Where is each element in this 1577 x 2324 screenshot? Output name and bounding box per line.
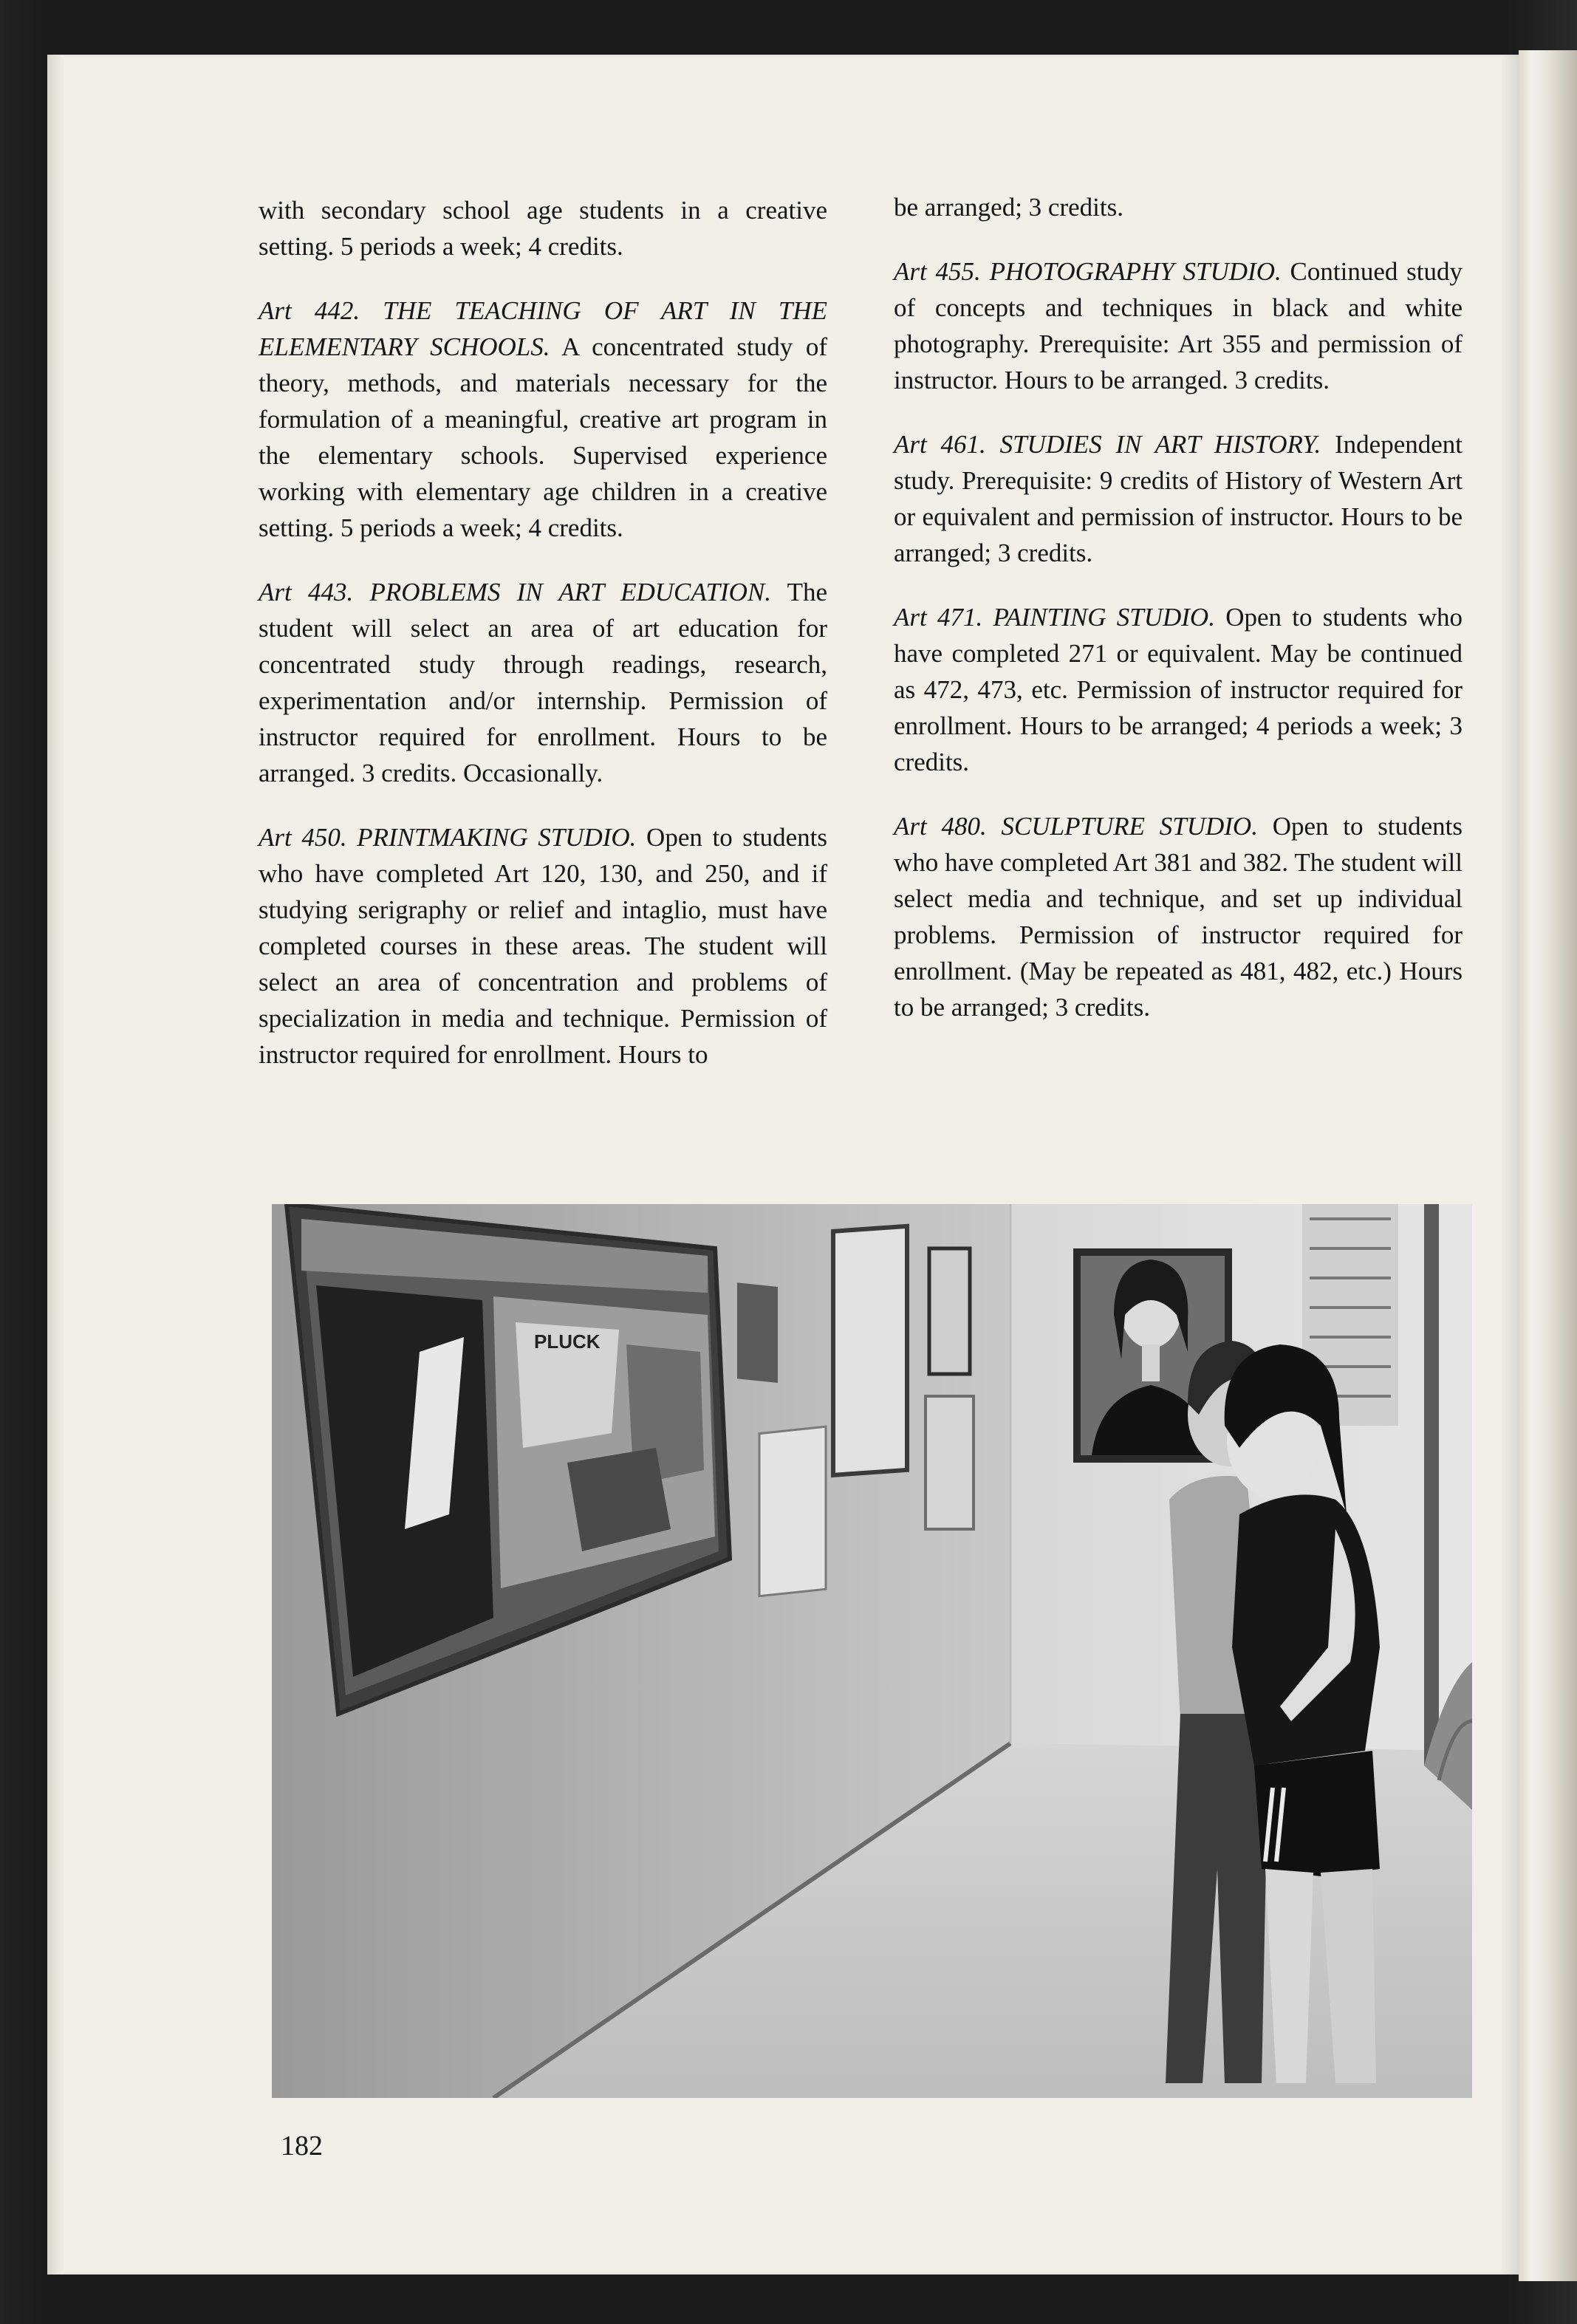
course-number: Art 450. — [259, 823, 347, 852]
course-number: Art 443. — [259, 578, 354, 606]
next-page-edge — [1519, 50, 1577, 2281]
course-number: Art 442. — [259, 296, 360, 325]
course-title: THE TEACHING OF ART IN THE ELEMENTARY SCHOOLS. — [259, 296, 827, 361]
course-number: Art 455. — [894, 257, 981, 286]
course-title: PROBLEMS IN ART EDUCATION. — [369, 578, 771, 606]
gallery-photo-illustration — [272, 1204, 1472, 2098]
course-description: Continued study of concepts and techniques in black and white photography. Prerequisite: Art 355 and permission of instructor. Hours to be arranged. 3 credits. — [894, 257, 1463, 394]
sketch-print — [759, 1426, 826, 1596]
framed-drawing-3 — [926, 1396, 974, 1529]
course-title: PHOTOGRAPHY STUDIO. — [989, 257, 1282, 286]
collage-text: PLUCK — [534, 1330, 601, 1353]
course-entry-art-461 — [894, 426, 1463, 571]
course-number: Art 471. — [894, 603, 983, 632]
gallery-photo — [272, 1204, 1472, 2098]
course-entry-art-442 — [259, 293, 827, 546]
right-column — [894, 189, 1463, 1053]
course-entry-art-443 — [259, 574, 827, 791]
door-frame — [1424, 1204, 1439, 1766]
course-description: Open to students who have completed Art 381 and 382. The student will select media and technique, and set up individual problems. Permission of instructor required for enrollment. (May be repeated as 481, 482, etc.) Hours to be arranged; 3 credits. — [894, 812, 1463, 1022]
page-left-edge — [47, 55, 64, 2275]
course-entry-art-455 — [894, 253, 1463, 398]
course-entry-art-450 — [259, 819, 827, 1073]
course-description: Open to students who have completed Art 120, 130, and 250, and if studying serigraphy or relief and intaglio, must have completed courses in these areas. The student will select an area of concentration and problems of specialization in media and technique. Permission of instructor required for enrollment. Hours to — [259, 823, 828, 1069]
course-title: STUDIES IN ART HISTORY. — [999, 430, 1321, 459]
course-entry-art-480 — [894, 808, 1463, 1025]
course-number: Art 461. — [894, 430, 986, 459]
course-description: Independent study. Prerequisite: 9 credits of History of Western Art or equivalent and permission of instructor. Hours to be arranged; 3 credits. — [894, 430, 1463, 567]
course-title: PAINTING STUDIO. — [993, 603, 1215, 632]
course-title: SCULPTURE STUDIO. — [1001, 812, 1258, 841]
framed-drawing-1 — [833, 1226, 907, 1475]
course-title: PRINTMAKING STUDIO. — [357, 823, 637, 852]
left-continuation-text: with secondary school age students in a creative setting. 5 periods a week; 4 credits. — [259, 196, 827, 261]
course-number: Art 480. — [894, 812, 987, 841]
left-column — [259, 192, 827, 1101]
right-continuation-text: be arranged; 3 credits. — [894, 193, 1123, 222]
small-print-1 — [737, 1282, 778, 1383]
course-description: Open to students who have completed 271 or equivalent. May be continued as 472, 473, etc. Permission of instructor required for enrollment. Hours to be arranged; 4 periods a week; 3 credits. — [894, 603, 1463, 776]
course-entry-art-471 — [894, 599, 1463, 780]
framed-drawing-2 — [929, 1248, 970, 1374]
course-description: The student will select an area of art education for concentrated study through readings, research, experimentation and/or internship. Permission of instructor required for enrollment. Hours to be arranged. 3 credits. Occasionally. — [259, 578, 827, 787]
page-number: 182 — [281, 2130, 323, 2161]
course-description: A concentrated study of theory, methods, and materials necessary for the formulation of a meaningful, creative art program in the elementary schools. Supervised experience working with elementary age children in a creative setting. 5 periods a week; 4 credits. — [259, 332, 827, 542]
